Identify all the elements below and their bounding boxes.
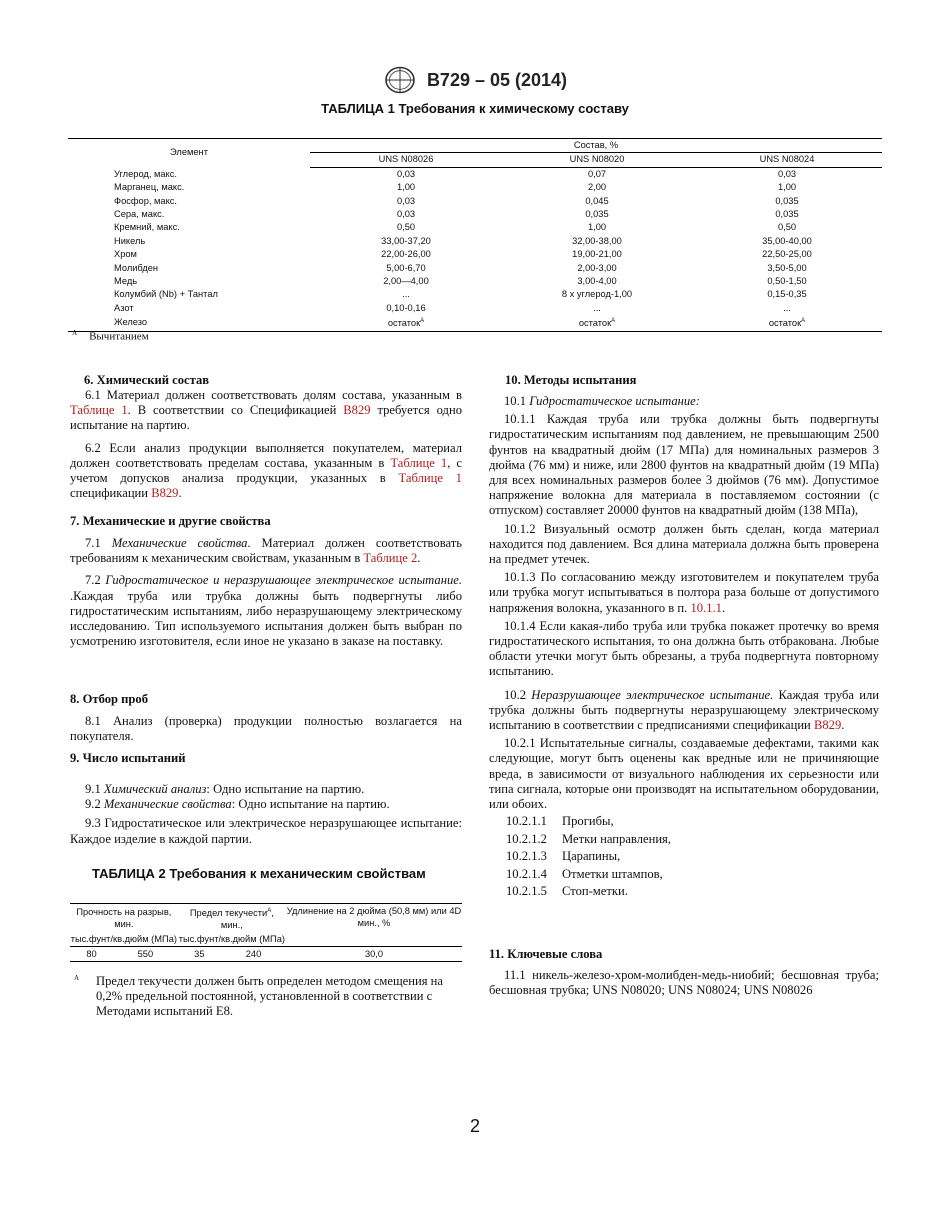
value-cell: 0,50: [396, 222, 416, 233]
paragraph-6-2: 6.2 Если анализ продукции выполняется покупателем, материал должен соответствовать пределам состава, указанным в Таблице 1, с учетом допусков анализа продукции, указанных в Таблице 1 спецификации B829.: [70, 440, 462, 501]
value-cell: 3,50-5,00: [767, 262, 807, 273]
standard-designation: B729 – 05 (2014): [426, 69, 568, 90]
column-header: UNS N08024: [692, 153, 882, 167]
page-number: 2: [469, 1116, 480, 1136]
value-cell: 2,00: [587, 182, 607, 193]
table-row: [68, 208, 882, 221]
value-cell: 22,00-26,00: [381, 249, 431, 260]
paragraph-10-1-3: 10.1.3 По согласованию между изготовителем и покупателем труба или трубка могут испытываться в полтора раза больше от допустимого напряжения волокна, указанного в п. 10.1.1.: [489, 570, 879, 615]
section-heading: 6. Химический состав: [84, 373, 210, 387]
paragraph-9-1: 9.1 Химический анализ: Одно испытание на партию.: [85, 782, 365, 796]
value-cell: 0,07: [587, 168, 607, 179]
table1-title: ТАБЛИЦА 1 Требования к химическому составу: [321, 101, 629, 116]
table-row: [68, 195, 882, 208]
list-item: 10.2.1.3 Царапины,: [506, 849, 621, 864]
defect-list: [489, 813, 879, 900]
element-cell: Углерод, макс.: [114, 168, 177, 179]
section-7: [70, 514, 462, 649]
composition-group-header: Состав, %: [310, 139, 882, 153]
table1-link[interactable]: Таблице 1: [390, 455, 448, 470]
value-cell: 0,035: [775, 209, 799, 220]
value-cell: 0,035: [585, 209, 609, 220]
table-row: [68, 302, 882, 315]
value-cell: 1,00: [777, 182, 797, 193]
value-cell: 22,50-25,00: [762, 249, 812, 260]
value-cell: 1,00: [587, 222, 607, 233]
paragraph-11-1: 11.1 никель-железо-хром-молибден-медь-ниобий; бесшовная труба; бесшовная трубка; UNS N08020; UNS N08024; UNS N08026: [489, 968, 879, 998]
value-cell: 2,00-3,00: [577, 262, 617, 273]
value-cell: 35,00-40,00: [762, 235, 812, 246]
unit-label: тыс.фунт/кв.дюйм (МПа): [178, 932, 286, 947]
b829-link[interactable]: B829: [813, 718, 842, 733]
section-heading: 11. Ключевые слова: [489, 947, 603, 961]
value-cell: 33,00-37,20: [381, 235, 431, 246]
elongation-header: Удлинение на 2 дюйма (50,8 мм) или 4D мин., %: [286, 904, 462, 947]
paragraph-6-1: 6.1 Материал должен соответствовать долям состава, указанным в Таблице 1. В соответствии со Спецификацией B829 требуется одно испытание на партию.: [70, 388, 462, 433]
value-cell: остаток$^A$: [502, 315, 692, 331]
table-row: [68, 235, 882, 248]
section-9: [70, 751, 462, 847]
list-item: 10.2.1.5 Стоп-метки.: [506, 883, 628, 898]
table2-footnote: A Предел текучести должен быть определен методом смещения на 0,2% предельной постоянной, установленной в соответствии с Методами испытаний E8.: [74, 974, 444, 1019]
value-cell: 0,03: [396, 195, 416, 206]
value-cell: 5,00-6,70: [386, 262, 426, 273]
value-cell: остаток$^A$: [310, 315, 502, 331]
section-10-1-1-link[interactable]: 10.1.1: [690, 600, 722, 615]
section-heading: 8. Отбор проб: [70, 692, 149, 706]
value-cell: 19,00-21,00: [572, 249, 622, 260]
unit-label: тыс.фунт/кв.дюйм (МПа): [70, 932, 178, 947]
table-row: [68, 275, 882, 288]
paragraph-8-1: 8.1 Анализ (проверка) продукции полностью возлагается на покупателя.: [70, 714, 462, 744]
table2-link[interactable]: Таблице 2: [363, 551, 418, 566]
table-row: [68, 315, 882, 331]
paragraph-9-3: 9.3 Гидростатическое или электрическое неразрушающее испытание: Каждое изделие в каждой партии.: [70, 816, 462, 846]
value-cell: 35: [178, 947, 221, 962]
column-header: UNS N08026: [310, 153, 502, 167]
yield-header: Предел текучести$^A$, мин.,: [178, 904, 286, 933]
section-10: [489, 373, 879, 900]
value-cell: 32,00-38,00: [572, 235, 622, 246]
list-item: 10.2.1.1 Прогибы,: [506, 814, 614, 829]
section-8: [70, 692, 462, 744]
section-heading: 7. Механические и другие свойства: [70, 514, 271, 528]
paragraph-10-2-1: 10.2.1 Испытательные сигналы, создаваемые дефектами, такими как следующие, могут быть оценены как вредные или не причиняющие вреда, в зависимости от визуального наблюдения их серьезности или типа сигнала, которые они производят на испытательном оборудовании, или обоих.: [489, 736, 879, 812]
table1-link[interactable]: Таблице 1: [398, 471, 462, 486]
element-cell: Колумбий (Nb) + Тантал: [114, 289, 218, 300]
element-cell: Фосфор, макс.: [114, 195, 178, 206]
section-heading: 9. Число испытаний: [70, 751, 186, 765]
element-cell: Кремний, макс.: [114, 222, 180, 233]
element-cell: Азот: [114, 302, 134, 313]
value-cell: 0,045: [585, 195, 609, 206]
value-cell: 0,50: [777, 222, 797, 233]
table-row: [68, 181, 882, 194]
table1-footnote: $^A$ Вычитанием: [72, 329, 149, 343]
table-row: [68, 248, 882, 261]
paragraph-10-1: 10.1 Гидростатическое испытание:: [504, 394, 700, 408]
value-cell: 1,00: [396, 182, 416, 193]
value-cell: 550: [113, 947, 178, 962]
paragraph-7-1: 7.1 Механические свойства. Материал должен соответствовать требованиям к механическим свойствам, указанным в Таблице 2.: [70, 536, 463, 566]
value-cell: 30,0: [286, 947, 462, 962]
astm-logo-icon: [383, 66, 417, 94]
value-cell: 80: [70, 947, 113, 962]
element-cell: Молибден: [114, 262, 159, 273]
value-cell: 0,03: [777, 168, 797, 179]
b829-link[interactable]: B829: [343, 403, 371, 418]
paragraph-10-1-2: 10.1.2 Визуальный осмотр должен быть сделан, когда материал находится под давлением. Вся длина материала должна быть проверена на предмет утечек.: [489, 521, 879, 567]
chemical-composition-table: [68, 138, 882, 332]
section-6: [70, 373, 462, 501]
table-row: [68, 167, 882, 181]
mechanical-properties-table: [70, 903, 462, 962]
element-cell: Марганец, макс.: [114, 182, 185, 193]
value-cell: 0,035: [775, 195, 799, 206]
paragraph-10-1-4: 10.1.4 Если какая-либо труба или трубка покажет протечку во время гидростатического испытания, то она должна быть отбракована. Любые области утечки могут быть обрезаны, а труба подвергнута повторному испытанию.: [489, 618, 879, 679]
tensile-header: Прочность на разрыв, мин.: [70, 904, 178, 933]
value-cell: 8 х углерод-1,00: [561, 289, 633, 300]
element-header: Элемент: [68, 139, 310, 168]
section-11: [489, 947, 879, 998]
value-cell: ...: [593, 302, 601, 313]
element-cell: Никель: [114, 235, 146, 246]
paragraph-10-2: 10.2 Неразрушающее электрическое испытание. Каждая труба или трубка должны быть подвергнуты неразрушающему электрическому испытанию в соответствии с предписаниями спецификации B829.: [489, 687, 879, 733]
b829-link[interactable]: B829: [151, 486, 179, 501]
value-cell: 0,15-0,35: [767, 289, 807, 300]
table-row: [68, 262, 882, 275]
value-cell: 0,03: [396, 168, 416, 179]
column-header: UNS N08020: [502, 153, 692, 167]
paragraph-9-2: 9.2 Механические свойства: Одно испытание на партию.: [85, 797, 390, 812]
element-cell: Хром: [114, 249, 137, 260]
value-cell: 2,00—4,00: [383, 276, 429, 287]
value-cell: 240: [221, 947, 286, 962]
value-cell: 0,50-1,50: [767, 276, 807, 287]
paragraph-10-1-1: 10.1.1 Каждая труба или трубка должны быть подвергнуты гидростатическим испытаниям под давлением, не превышающим 2500 фунтов на квадратный дюйм (17 МПа) для номинальных размеров 3 дюйма (76 мм) и ниже, или 2800 фунтов на квадратный дюйм (19 МПа) для всех номинальных размеров более 3 дюймов (76 мм). Допустимое напряжение волокна для материала в поставляемом состоянии (с отпуском) составляет 20000 фунтов на квадратный дюйм (138 МПа),: [489, 412, 879, 518]
value-cell: остаток$^A$: [692, 315, 882, 331]
paragraph-7-2: 7.2 Гидростатическое и неразрушающее электрическое испытание. .Каждая труба или трубка должны быть подвергнуты либо гидростатическим испытаниям, либо неразрушающему электрическому исследованию. Тип используемого испытания должен быть выбран по усмотрению изготовителя, если иное не указано в заказе на поставку.: [70, 573, 463, 649]
table1-link[interactable]: Таблице 1: [70, 403, 128, 418]
value-cell: 0,03: [396, 209, 416, 220]
element-cell: Медь: [114, 276, 138, 287]
list-item: 10.2.1.4 Отметки штампов,: [506, 866, 663, 881]
table2-title: ТАБЛИЦА 2 Требования к механическим свойствам: [92, 866, 426, 881]
element-cell: Сера, макс.: [114, 209, 165, 220]
element-cell: Железо: [68, 315, 310, 331]
value-cell: ...: [783, 302, 791, 313]
table-row: [68, 288, 882, 301]
table-row: [68, 221, 882, 234]
section-heading: 10. Методы испытания: [505, 373, 637, 387]
value-cell: 3,00-4,00: [577, 276, 617, 287]
value-cell: 0,10-0,16: [386, 302, 426, 313]
document-header: [0, 66, 950, 94]
value-cell: ...: [402, 289, 410, 300]
list-item: 10.2.1.2 Метки направления,: [506, 831, 671, 846]
